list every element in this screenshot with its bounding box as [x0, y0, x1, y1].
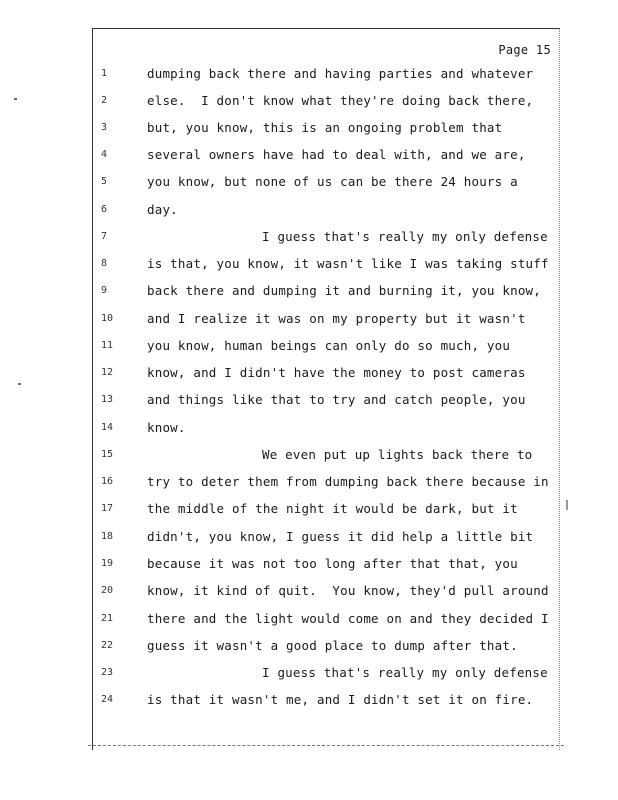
line-text: dumping back there and having parties and whatever: [147, 66, 534, 81]
line-number: 2: [101, 95, 108, 106]
line-number: 9: [101, 285, 108, 296]
page-number: Page 15: [498, 43, 551, 57]
line-text: there and the light would come on and they decided I: [147, 611, 549, 626]
line-number: 8: [101, 258, 108, 269]
transcript-line: [93, 609, 561, 629]
line-number: 15: [101, 449, 114, 460]
line-number: 18: [101, 531, 114, 542]
line-text: is that it wasn't me, and I didn't set it on fire.: [147, 692, 534, 707]
line-number: 11: [101, 340, 114, 351]
transcript-line: [93, 418, 561, 438]
line-text: know, and I didn't have the money to post cameras: [147, 365, 526, 380]
line-text: guess it wasn't a good place to dump after that.: [147, 638, 518, 653]
transcript-line: [93, 390, 561, 410]
transcript-line: [93, 118, 561, 138]
line-number: 14: [101, 422, 114, 433]
line-text: several owners have had to deal with, and we are,: [147, 147, 526, 162]
transcript-line: [93, 172, 561, 192]
line-text: know.: [147, 420, 186, 435]
transcript-line: [93, 472, 561, 492]
transcript-line: [93, 64, 561, 84]
line-text: is that, you know, it wasn't like I was taking stuff: [147, 256, 549, 271]
line-text: I guess that's really my only defense: [262, 665, 548, 680]
line-number: 5: [101, 176, 108, 187]
line-number: 3: [101, 122, 108, 133]
transcript-line: [93, 663, 561, 683]
transcript-line: [93, 200, 561, 220]
line-number: 13: [101, 394, 114, 405]
line-text: We even put up lights back there to: [262, 447, 533, 462]
transcript-line: [93, 527, 561, 547]
line-text: I guess that's really my only defense: [262, 229, 548, 244]
line-text: and I realize it was on my property but it wasn't: [147, 311, 526, 326]
transcript-line: [93, 281, 561, 301]
line-text: know, it kind of quit. You know, they'd pull around: [147, 583, 549, 598]
line-text: but, you know, this is an ongoing problem that: [147, 120, 503, 135]
line-text: you know, human beings can only do so much, you: [147, 338, 511, 353]
line-number: 24: [101, 694, 114, 705]
line-number: 17: [101, 503, 114, 514]
line-text: day.: [147, 202, 178, 217]
scan-speck: [14, 98, 17, 100]
transcript-line: [93, 254, 561, 274]
transcript-line: [93, 581, 561, 601]
transcript-line: [93, 554, 561, 574]
line-number: 12: [101, 367, 114, 378]
line-number: 23: [101, 667, 114, 678]
transcript-line: [93, 636, 561, 656]
line-number: 22: [101, 640, 114, 651]
line-text: try to deter them from dumping back there because in: [147, 474, 549, 489]
transcript-line: [93, 499, 561, 519]
line-number: 20: [101, 585, 114, 596]
line-number: 7: [101, 231, 108, 242]
transcript-line: [93, 309, 561, 329]
transcript-line: [93, 363, 561, 383]
transcript-line: [93, 91, 561, 111]
line-text: you know, but none of us can be there 24 hours a: [147, 174, 518, 189]
transcript-line: [93, 227, 561, 247]
transcript-line: [93, 145, 561, 165]
line-text: back there and dumping it and burning it, you know,: [147, 283, 542, 298]
line-number: 6: [101, 204, 108, 215]
line-number: 4: [101, 149, 108, 160]
scan-speck: [18, 383, 21, 385]
transcript-page: [92, 28, 560, 750]
line-number: 1: [101, 68, 108, 79]
line-text: the middle of the night it would be dark, but it: [147, 501, 518, 516]
line-text: else. I don't know what they're doing back there,: [147, 93, 534, 108]
line-number: 19: [101, 558, 114, 569]
line-text: and things like that to try and catch people, you: [147, 392, 526, 407]
line-text: because it was not too long after that that, you: [147, 556, 518, 571]
line-text: didn't, you know, I guess it did help a little bit: [147, 529, 534, 544]
line-number: 21: [101, 613, 114, 624]
transcript-line: [93, 690, 561, 710]
footer-rule: [88, 745, 564, 746]
scan-speck: [566, 500, 568, 510]
transcript-line: [93, 336, 561, 356]
line-number: 16: [101, 476, 114, 487]
line-number: 10: [101, 313, 114, 324]
transcript-line: [93, 445, 561, 465]
